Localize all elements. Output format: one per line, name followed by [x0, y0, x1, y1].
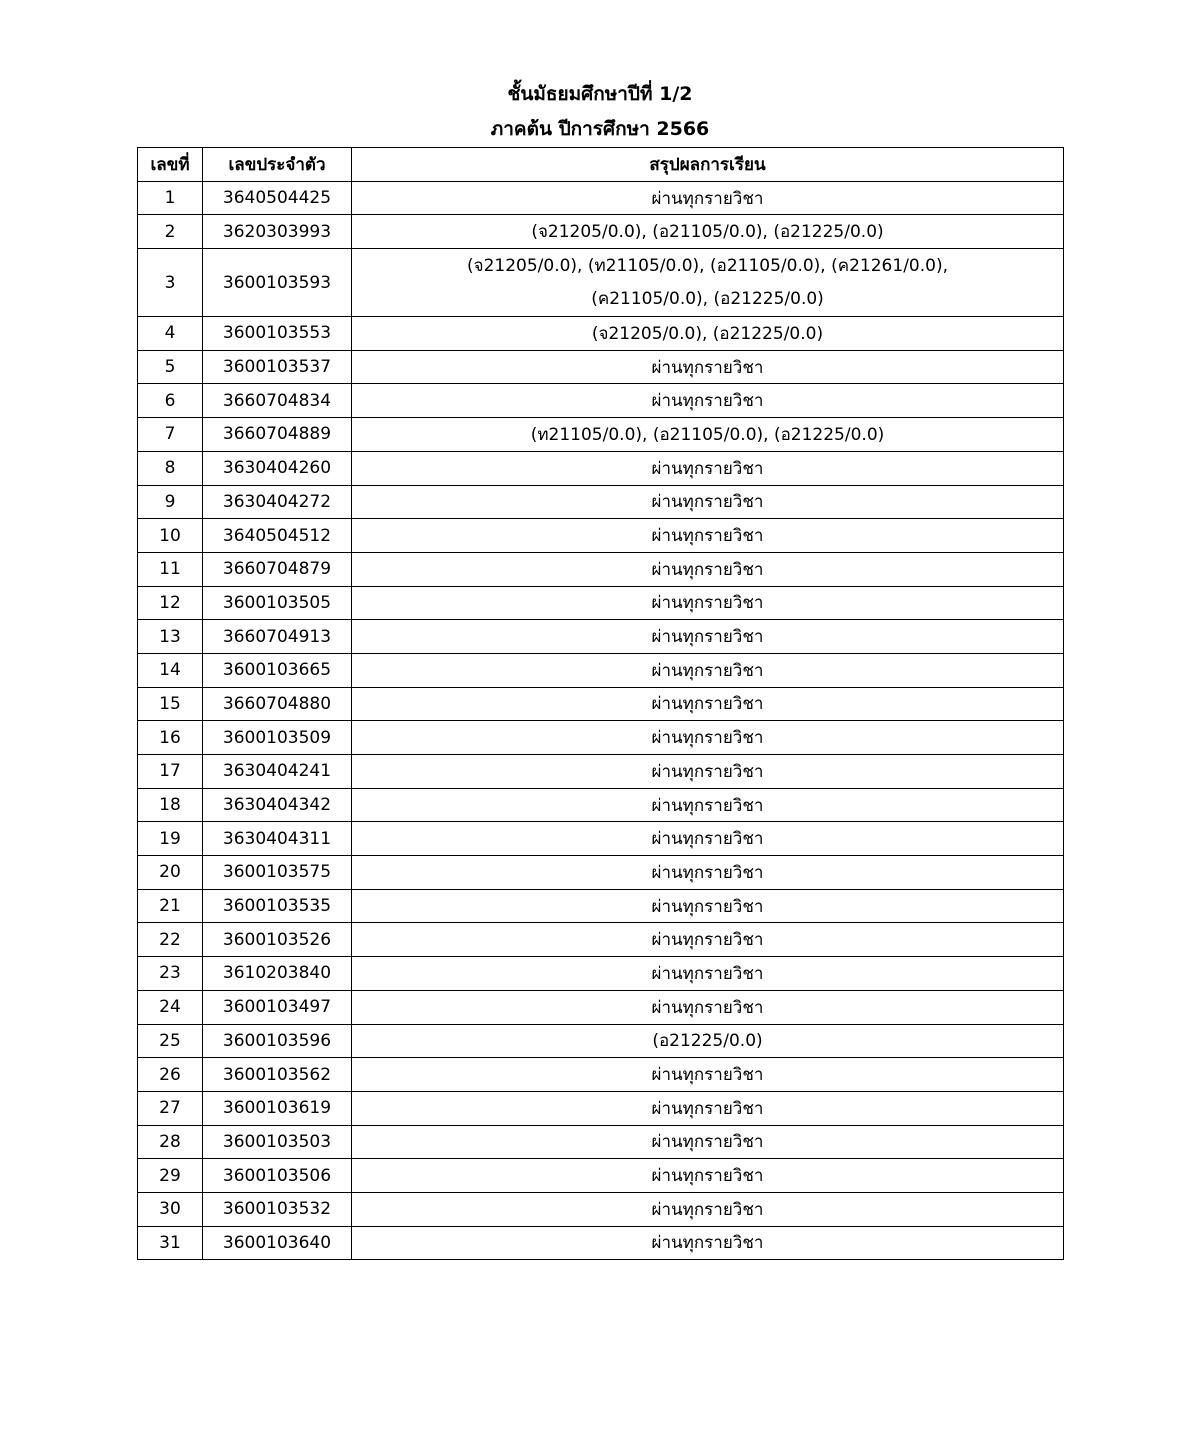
summary-line: ผ่านทุกรายวิชา [651, 357, 764, 378]
result-summary [352, 552, 1064, 586]
table-row [138, 721, 1064, 755]
table-row [138, 350, 1064, 384]
table-row [138, 215, 1064, 249]
table-row [138, 519, 1064, 553]
row-number: 13 [138, 620, 203, 654]
result-summary [352, 856, 1064, 890]
student-id: 3630404260 [203, 451, 352, 485]
row-number: 14 [138, 653, 203, 687]
result-summary [352, 215, 1064, 249]
result-summary [352, 1226, 1064, 1260]
summary-line: ผ่านทุกรายวิชา [651, 896, 764, 917]
result-summary [352, 1091, 1064, 1125]
student-id: 3600103640 [203, 1226, 352, 1260]
row-number: 4 [138, 317, 203, 351]
row-number: 27 [138, 1091, 203, 1125]
summary-line: ผ่านทุกรายวิชา [651, 862, 764, 883]
row-number: 2 [138, 215, 203, 249]
student-id: 3600103535 [203, 889, 352, 923]
table-row [138, 249, 1064, 317]
row-number: 15 [138, 687, 203, 721]
summary-line: ผ่านทุกรายวิชา [651, 1098, 764, 1119]
result-summary [352, 418, 1064, 452]
table-row [138, 923, 1064, 957]
student-id: 3660704913 [203, 620, 352, 654]
row-number: 6 [138, 384, 203, 418]
table-row [138, 1125, 1064, 1159]
result-summary [352, 317, 1064, 351]
table-row [138, 485, 1064, 519]
result-summary [352, 384, 1064, 418]
summary-line: (อ21225/0.0) [652, 1031, 763, 1052]
summary-line: ผ่านทุกรายวิชา [651, 930, 764, 951]
table-row [138, 418, 1064, 452]
summary-line: (จ21205/0.0), (อ21225/0.0) [591, 323, 824, 344]
table-row [138, 687, 1064, 721]
row-number: 26 [138, 1058, 203, 1092]
row-number: 24 [138, 990, 203, 1024]
student-id: 3600103509 [203, 721, 352, 755]
student-id: 3630404241 [203, 755, 352, 789]
summary-line: ผ่านทุกรายวิชา [651, 728, 764, 749]
student-id: 3620303993 [203, 215, 352, 249]
summary-line: ผ่านทุกรายวิชา [651, 188, 764, 209]
row-number: 29 [138, 1159, 203, 1193]
result-summary [352, 620, 1064, 654]
row-number: 18 [138, 788, 203, 822]
student-id: 3640504425 [203, 181, 352, 215]
table-row [138, 1226, 1064, 1260]
row-number: 20 [138, 856, 203, 890]
header-number: เลขที่ [138, 148, 203, 182]
result-summary [352, 990, 1064, 1024]
student-id: 3600103562 [203, 1058, 352, 1092]
table-row [138, 822, 1064, 856]
result-summary [352, 1125, 1064, 1159]
result-summary [352, 822, 1064, 856]
table-header-row [138, 148, 1064, 182]
student-id: 3660704889 [203, 418, 352, 452]
row-number: 5 [138, 350, 203, 384]
student-id: 3600103497 [203, 990, 352, 1024]
header-student-id: เลขประจำตัว [203, 148, 352, 182]
table-row [138, 317, 1064, 351]
student-id: 3610203840 [203, 957, 352, 991]
student-id: 3640504512 [203, 519, 352, 553]
student-id: 3600103575 [203, 856, 352, 890]
summary-line: ผ่านทุกรายวิชา [651, 627, 764, 648]
result-summary [352, 957, 1064, 991]
student-id: 3660704834 [203, 384, 352, 418]
table-body [138, 181, 1064, 1260]
summary-line: ผ่านทุกรายวิชา [651, 458, 764, 479]
row-number: 30 [138, 1192, 203, 1226]
summary-line: ผ่านทุกรายวิชา [651, 559, 764, 580]
table-row [138, 755, 1064, 789]
result-summary [352, 485, 1064, 519]
table-row [138, 451, 1064, 485]
row-number: 31 [138, 1226, 203, 1260]
table-row [138, 653, 1064, 687]
table-row [138, 1159, 1064, 1193]
result-summary [352, 653, 1064, 687]
row-number: 19 [138, 822, 203, 856]
result-summary [352, 1192, 1064, 1226]
summary-line: ผ่านทุกรายวิชา [651, 1132, 764, 1153]
student-id: 3600103596 [203, 1024, 352, 1058]
student-id: 3600103619 [203, 1091, 352, 1125]
results-table [137, 147, 1064, 1260]
result-summary [352, 1058, 1064, 1092]
student-id: 3630404311 [203, 822, 352, 856]
summary-line: (จ21205/0.0), (ท21105/0.0), (อ21105/0.0), (ค21261/0.0), [466, 255, 948, 276]
table-row [138, 1024, 1064, 1058]
summary-line: ผ่านทุกรายวิชา [651, 997, 764, 1018]
result-summary [352, 923, 1064, 957]
summary-line: (จ21205/0.0), (อ21105/0.0), (อ21225/0.0) [531, 222, 884, 243]
table-row [138, 856, 1064, 890]
row-number: 1 [138, 181, 203, 215]
student-id: 3600103503 [203, 1125, 352, 1159]
summary-line: ผ่านทุกรายวิชา [651, 492, 764, 513]
row-number: 8 [138, 451, 203, 485]
result-summary [352, 1159, 1064, 1193]
result-summary [352, 350, 1064, 384]
result-summary [352, 788, 1064, 822]
row-number: 10 [138, 519, 203, 553]
page-subtitle: ภาคต้น ปีการศึกษา 2566 [490, 118, 710, 140]
result-summary [352, 721, 1064, 755]
table-row [138, 990, 1064, 1024]
table-row [138, 1058, 1064, 1092]
row-number: 22 [138, 923, 203, 957]
student-id: 3630404342 [203, 788, 352, 822]
table-row [138, 586, 1064, 620]
summary-line: (ท21105/0.0), (อ21105/0.0), (อ21225/0.0) [530, 424, 885, 445]
student-id: 3600103553 [203, 317, 352, 351]
table-row [138, 552, 1064, 586]
summary-line: ผ่านทุกรายวิชา [651, 593, 764, 614]
summary-line: ผ่านทุกรายวิชา [651, 526, 764, 547]
table-row [138, 1192, 1064, 1226]
result-summary [352, 687, 1064, 721]
row-number: 3 [138, 249, 203, 317]
student-id: 3660704880 [203, 687, 352, 721]
student-id: 3630404272 [203, 485, 352, 519]
table-row [138, 889, 1064, 923]
table-row [138, 957, 1064, 991]
summary-line: ผ่านทุกรายวิชา [651, 1166, 764, 1187]
row-number: 23 [138, 957, 203, 991]
summary-line: ผ่านทุกรายวิชา [651, 694, 764, 715]
summary-line: ผ่านทุกรายวิชา [651, 1199, 764, 1220]
result-summary [352, 1024, 1064, 1058]
summary-line: ผ่านทุกรายวิชา [651, 761, 764, 782]
result-summary [352, 451, 1064, 485]
student-id: 3600103505 [203, 586, 352, 620]
student-id: 3600103537 [203, 350, 352, 384]
student-id: 3600103506 [203, 1159, 352, 1193]
summary-line: ผ่านทุกรายวิชา [651, 1065, 764, 1086]
student-id: 3600103526 [203, 923, 352, 957]
row-number: 9 [138, 485, 203, 519]
summary-line: (ค21105/0.0), (อ21225/0.0) [591, 288, 824, 309]
row-number: 7 [138, 418, 203, 452]
result-summary [352, 586, 1064, 620]
row-number: 21 [138, 889, 203, 923]
row-number: 28 [138, 1125, 203, 1159]
page-title: ชั้นมัธยมศึกษาปีที่ 1/2 [507, 83, 693, 105]
table-row [138, 620, 1064, 654]
summary-line: ผ่านทุกรายวิชา [651, 1233, 764, 1254]
student-id: 3600103593 [203, 249, 352, 317]
result-summary [352, 519, 1064, 553]
table-row [138, 1091, 1064, 1125]
result-summary [352, 249, 1064, 317]
result-summary [352, 181, 1064, 215]
row-number: 25 [138, 1024, 203, 1058]
result-summary [352, 889, 1064, 923]
summary-line: ผ่านทุกรายวิชา [651, 660, 764, 681]
student-id: 3600103665 [203, 653, 352, 687]
summary-line: ผ่านทุกรายวิชา [651, 963, 764, 984]
table-row [138, 788, 1064, 822]
row-number: 16 [138, 721, 203, 755]
student-id: 3660704879 [203, 552, 352, 586]
student-id: 3600103532 [203, 1192, 352, 1226]
table-row [138, 181, 1064, 215]
row-number: 12 [138, 586, 203, 620]
summary-line: ผ่านทุกรายวิชา [651, 391, 764, 412]
summary-line: ผ่านทุกรายวิชา [651, 795, 764, 816]
summary-line: ผ่านทุกรายวิชา [651, 829, 764, 850]
header-summary: สรุปผลการเรียน [352, 148, 1064, 182]
result-summary [352, 755, 1064, 789]
row-number: 17 [138, 755, 203, 789]
row-number: 11 [138, 552, 203, 586]
table-row [138, 384, 1064, 418]
